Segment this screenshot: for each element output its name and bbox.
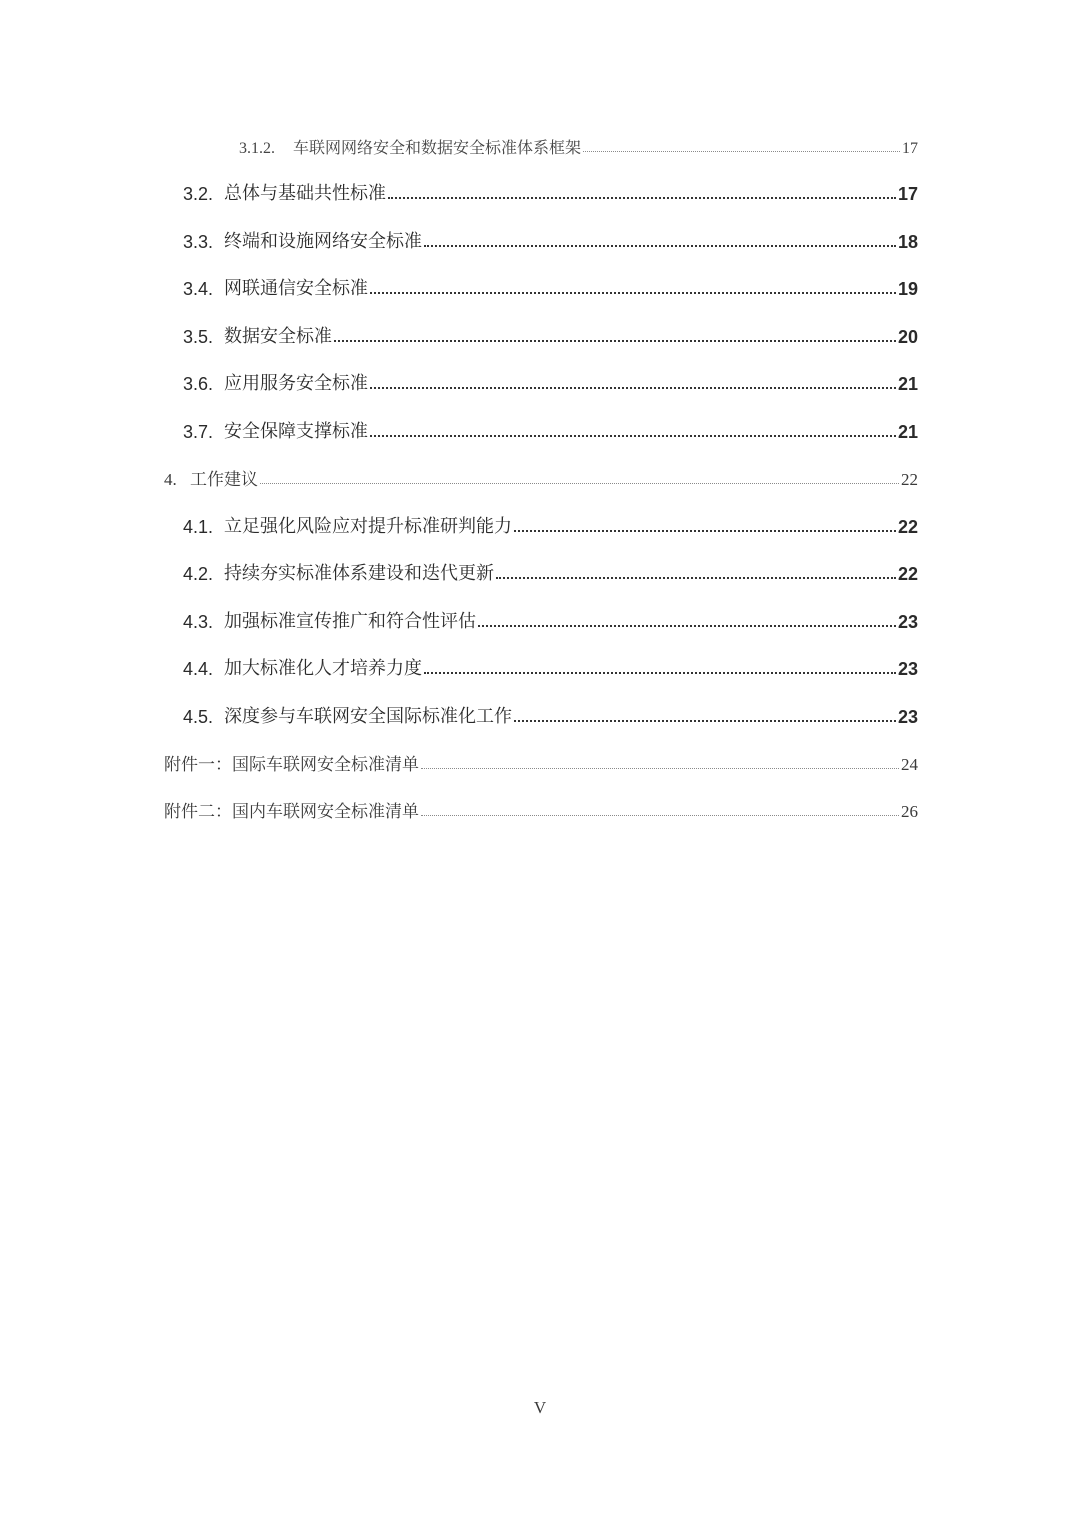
toc-entry-page: 21: [897, 374, 918, 394]
toc-entry-number: 3.3.: [183, 232, 214, 252]
toc-dot-leader: [421, 815, 899, 816]
toc-entry-title: 加强标准宣传推广和符合性评估: [224, 611, 476, 632]
page-number-footer: V: [533, 1398, 547, 1417]
toc-entry-page: 22: [901, 470, 918, 489]
toc-entry-3-7[interactable]: [183, 403, 918, 443]
toc-dot-leader: [424, 245, 896, 247]
toc-dot-leader: [424, 672, 896, 674]
toc-entry-number: 4.4.: [183, 659, 214, 679]
toc-entry-page: 26: [901, 802, 918, 821]
toc-entry-page: 23: [897, 707, 918, 727]
toc-entry-page: 18: [897, 232, 918, 252]
toc-entry-4-2[interactable]: [183, 545, 918, 585]
toc-dot-leader: [583, 151, 900, 152]
toc-dot-leader: [370, 387, 896, 389]
toc-entry-3-3[interactable]: [183, 213, 918, 253]
toc-dot-leader: [260, 483, 899, 484]
toc-dot-leader: [388, 197, 896, 199]
toc-entry-title: 终端和设施网络安全标准: [224, 231, 422, 252]
toc-entry-title: 总体与基础共性标准: [224, 183, 386, 204]
toc-entry-title: 立足强化风险应对提升标准研判能力: [224, 516, 512, 537]
toc-entry-4-3[interactable]: [183, 593, 918, 633]
toc-dot-leader: [421, 768, 899, 769]
toc-entry-page: 22: [897, 564, 918, 584]
toc-entry-title: 深度参与车联网安全国际标准化工作: [224, 706, 512, 727]
toc-entry-title: 应用服务安全标准: [224, 373, 368, 394]
toc-entry-page: 19: [897, 279, 918, 299]
toc-entry-4-4[interactable]: [183, 640, 918, 680]
toc-entry-number: 4.2.: [183, 564, 214, 584]
toc-entry-number: 4.5.: [183, 707, 214, 727]
toc-dot-leader: [370, 435, 896, 437]
toc-entry-page: 24: [901, 755, 918, 774]
toc-dot-leader: [478, 625, 896, 627]
toc-dot-leader: [514, 530, 896, 532]
toc-entry-page: 17: [902, 140, 918, 157]
toc-entry-3-2[interactable]: [183, 165, 918, 205]
toc-entry-appendix-1[interactable]: [164, 735, 918, 775]
toc-entry-title: 安全保障支撑标准: [224, 421, 368, 442]
toc-entry-number: 3.5.: [183, 327, 214, 347]
toc-entry-number: 4.: [164, 470, 177, 489]
toc-entry-page: 23: [897, 659, 918, 679]
toc-dot-leader: [370, 292, 896, 294]
toc-entry-title: 附件一：国际车联网安全标准清单: [164, 755, 419, 775]
toc-entry-title: 附件二：国内车联网安全标准清单: [164, 802, 419, 822]
toc-entry-title: 工作建议: [190, 470, 258, 490]
toc-entry-title: 车联网网络安全和数据安全标准体系框架: [293, 138, 582, 157]
toc-entry-number: 3.6.: [183, 374, 214, 394]
toc-entry-3-5[interactable]: [183, 308, 918, 348]
toc-entry-number: 4.3.: [183, 612, 214, 632]
toc-entry-page: 23: [897, 612, 918, 632]
toc-entry-title: 网联通信安全标准: [224, 278, 368, 299]
toc-entry-title: 持续夯实标准体系建设和迭代更新: [224, 563, 494, 584]
toc-entry-4-5[interactable]: [183, 688, 918, 728]
toc-entry-page: 21: [897, 422, 918, 442]
toc-entry-title: 数据安全标准: [224, 326, 332, 347]
toc-dot-leader: [496, 577, 896, 579]
toc-entry-number: 3.1.2.: [239, 140, 275, 157]
toc-entry-3-1-2[interactable]: [239, 118, 918, 158]
toc-entry-3-6[interactable]: [183, 355, 918, 395]
toc-entry-appendix-2[interactable]: [164, 782, 918, 822]
toc-entry-3-4[interactable]: [183, 260, 918, 300]
toc-entry-4[interactable]: [164, 450, 918, 490]
toc-entry-number: 3.4.: [183, 279, 214, 299]
toc-entry-4-1[interactable]: [183, 498, 918, 538]
toc-entry-number: 4.1.: [183, 517, 214, 537]
toc-entry-page: 20: [897, 327, 918, 347]
toc-entry-number: 3.7.: [183, 422, 214, 442]
toc-dot-leader: [514, 720, 896, 722]
toc-entry-page: 22: [897, 517, 918, 537]
toc-dot-leader: [334, 340, 896, 342]
toc-entry-number: 3.2.: [183, 184, 214, 204]
toc-entry-title: 加大标准化人才培养力度: [224, 658, 422, 679]
toc-entry-page: 17: [897, 184, 918, 204]
